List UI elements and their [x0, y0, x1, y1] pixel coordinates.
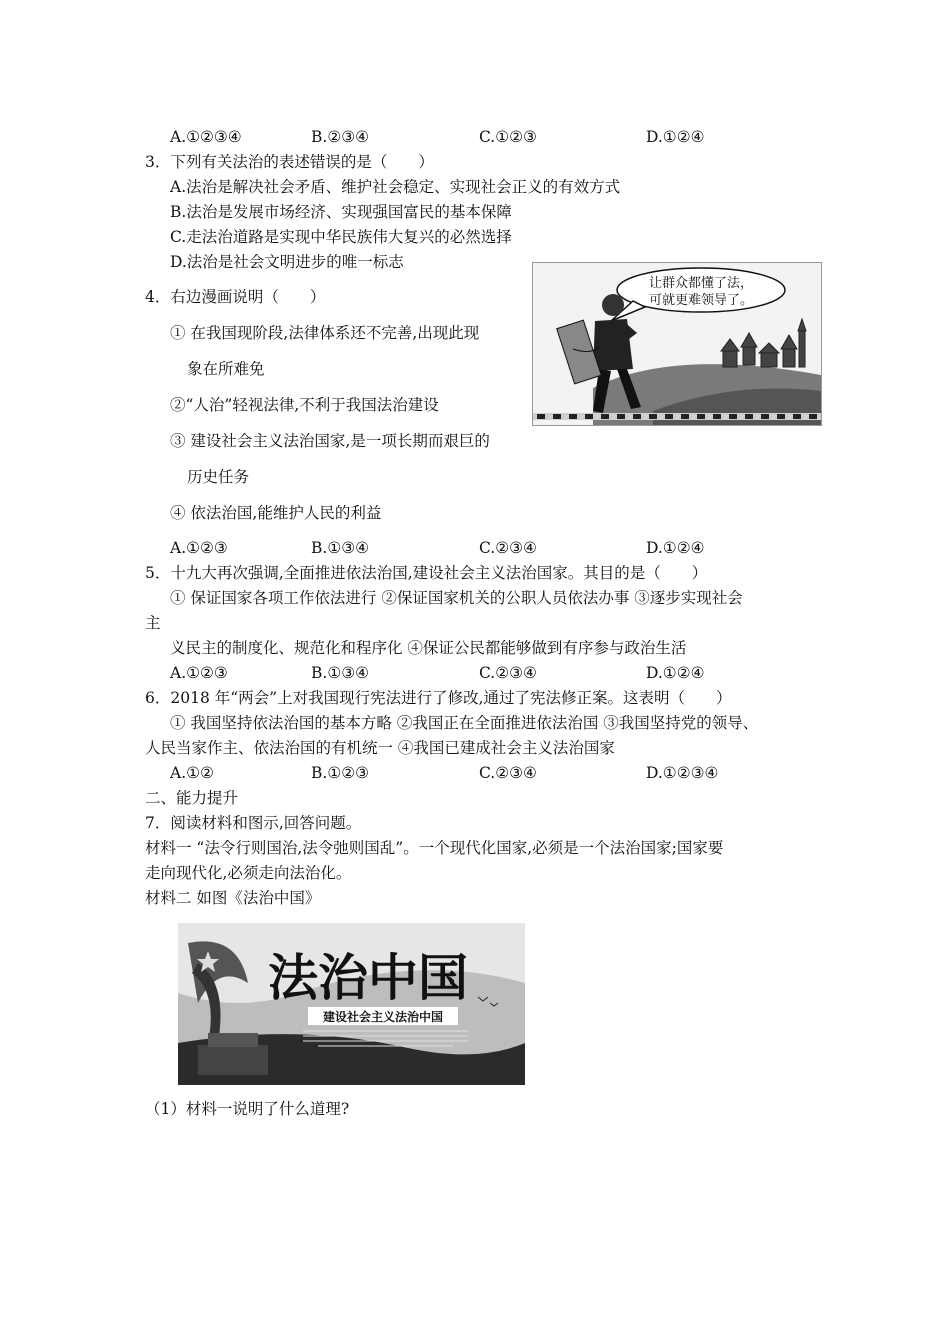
question-4-option-d: D.①②④ — [646, 539, 705, 557]
question-6-option-a: A.①② — [170, 764, 214, 782]
question-4-statement-3: ③ 建设社会主义法治国家,是一项长期而艰巨的 — [170, 432, 490, 450]
question-6-line-2: 人民当家作主、依法治国的有机统一 ④我国已建成社会主义法治国家 — [145, 739, 615, 757]
question-4-option-c: C.②③④ — [479, 539, 537, 557]
question-4-statement-1: ① 在我国现阶段,法律体系还不完善,出现此现 — [170, 324, 480, 342]
option-b: B.②③④ — [311, 128, 370, 146]
option-c: C.①②③ — [479, 128, 537, 146]
question-4-statement-2: ②“人治”轻视法律,不利于我国法治建设 — [170, 396, 439, 414]
question-3-option-a: A.法治是解决社会矛盾、维护社会稳定、实现社会正义的有效方式 — [170, 178, 621, 196]
banner-title: 法治中国 — [268, 948, 468, 1007]
question-6-stem: 6．2018 年“两会”上对我国现行宪法进行了修改,通过了宪法修正案。这表明（ ） — [145, 689, 732, 707]
question-6-option-c: C.②③④ — [479, 764, 537, 782]
question-3-stem: 3．下列有关法治的表述错误的是（ ） — [145, 153, 434, 171]
question-5-stem: 5．十九大再次强调,全面推进依法治国,建设社会主义法治国家。其目的是（ ） — [145, 564, 708, 582]
question-4-statement-4: ④ 依法治国,能维护人民的利益 — [170, 504, 382, 522]
question-4-option-a: A.①②③ — [170, 539, 228, 557]
question-3-option-c: C.走法治道路是实现中华民族伟大复兴的必然选择 — [170, 228, 512, 246]
section-heading: 二、能力提升 — [145, 789, 239, 807]
question-6-option-d: D.①②③④ — [646, 764, 719, 782]
question-4-option-b: B.①③④ — [311, 539, 370, 557]
material-2-label: 材料二 如图《法治中国》 — [145, 889, 321, 907]
question-5-line-3: 义民主的制度化、规范化和程序化 ④保证公民都能够做到有序参与政治生活 — [170, 639, 687, 657]
sub-question-1: （1）材料一说明了什么道理? — [145, 1100, 350, 1118]
question-5-option-b: B.①③④ — [311, 664, 370, 682]
question-5-option-d: D.①②④ — [646, 664, 705, 682]
cartoon-image — [532, 262, 822, 426]
question-5-option-c: C.②③④ — [479, 664, 537, 682]
option-a: A.①②③④ — [170, 128, 242, 146]
question-6-option-b: B.①②③ — [311, 764, 370, 782]
question-4-statement-3-cont: 历史任务 — [187, 468, 250, 486]
cartoon-bubble-line-1: 让群众都懂了法， — [648, 276, 754, 291]
option-d: D.①②④ — [646, 128, 705, 146]
question-4-statement-1-cont: 象在所难免 — [187, 360, 265, 378]
question-3-option-b: B.法治是发展市场经济、实现强国富民的基本保障 — [170, 203, 512, 221]
banner-subtitle: 建设社会主义法治中国 — [322, 1010, 444, 1024]
cartoon-bubble-line-2: 可就更难领导了。 — [648, 293, 754, 308]
question-7-stem: 7．阅读材料和图示,回答问题。 — [145, 814, 362, 832]
material-1-line-1: 材料一 “法令行则国治,法令弛则国乱”。一个现代化国家,必须是一个法治国家;国家要 — [145, 839, 724, 857]
rule-of-law-banner-image — [178, 923, 525, 1085]
material-1-line-2: 走向现代化,必须走向法治化。 — [145, 864, 352, 882]
question-3-option-d: D.法治是社会文明进步的唯一标志 — [170, 253, 404, 271]
question-5-option-a: A.①②③ — [170, 664, 228, 682]
question-4-stem: 4．右边漫画说明（ ） — [145, 288, 326, 306]
question-6-line-1: ① 我国坚持依法治国的基本方略 ②我国正在全面推进依法治国 ③我国坚持党的领导、 — [170, 714, 759, 732]
question-5-line-1: ① 保证国家各项工作依法进行 ②保证国家机关的公职人员依法办事 ③逐步实现社会 — [170, 589, 743, 607]
question-5-line-2: 主 — [145, 614, 161, 632]
